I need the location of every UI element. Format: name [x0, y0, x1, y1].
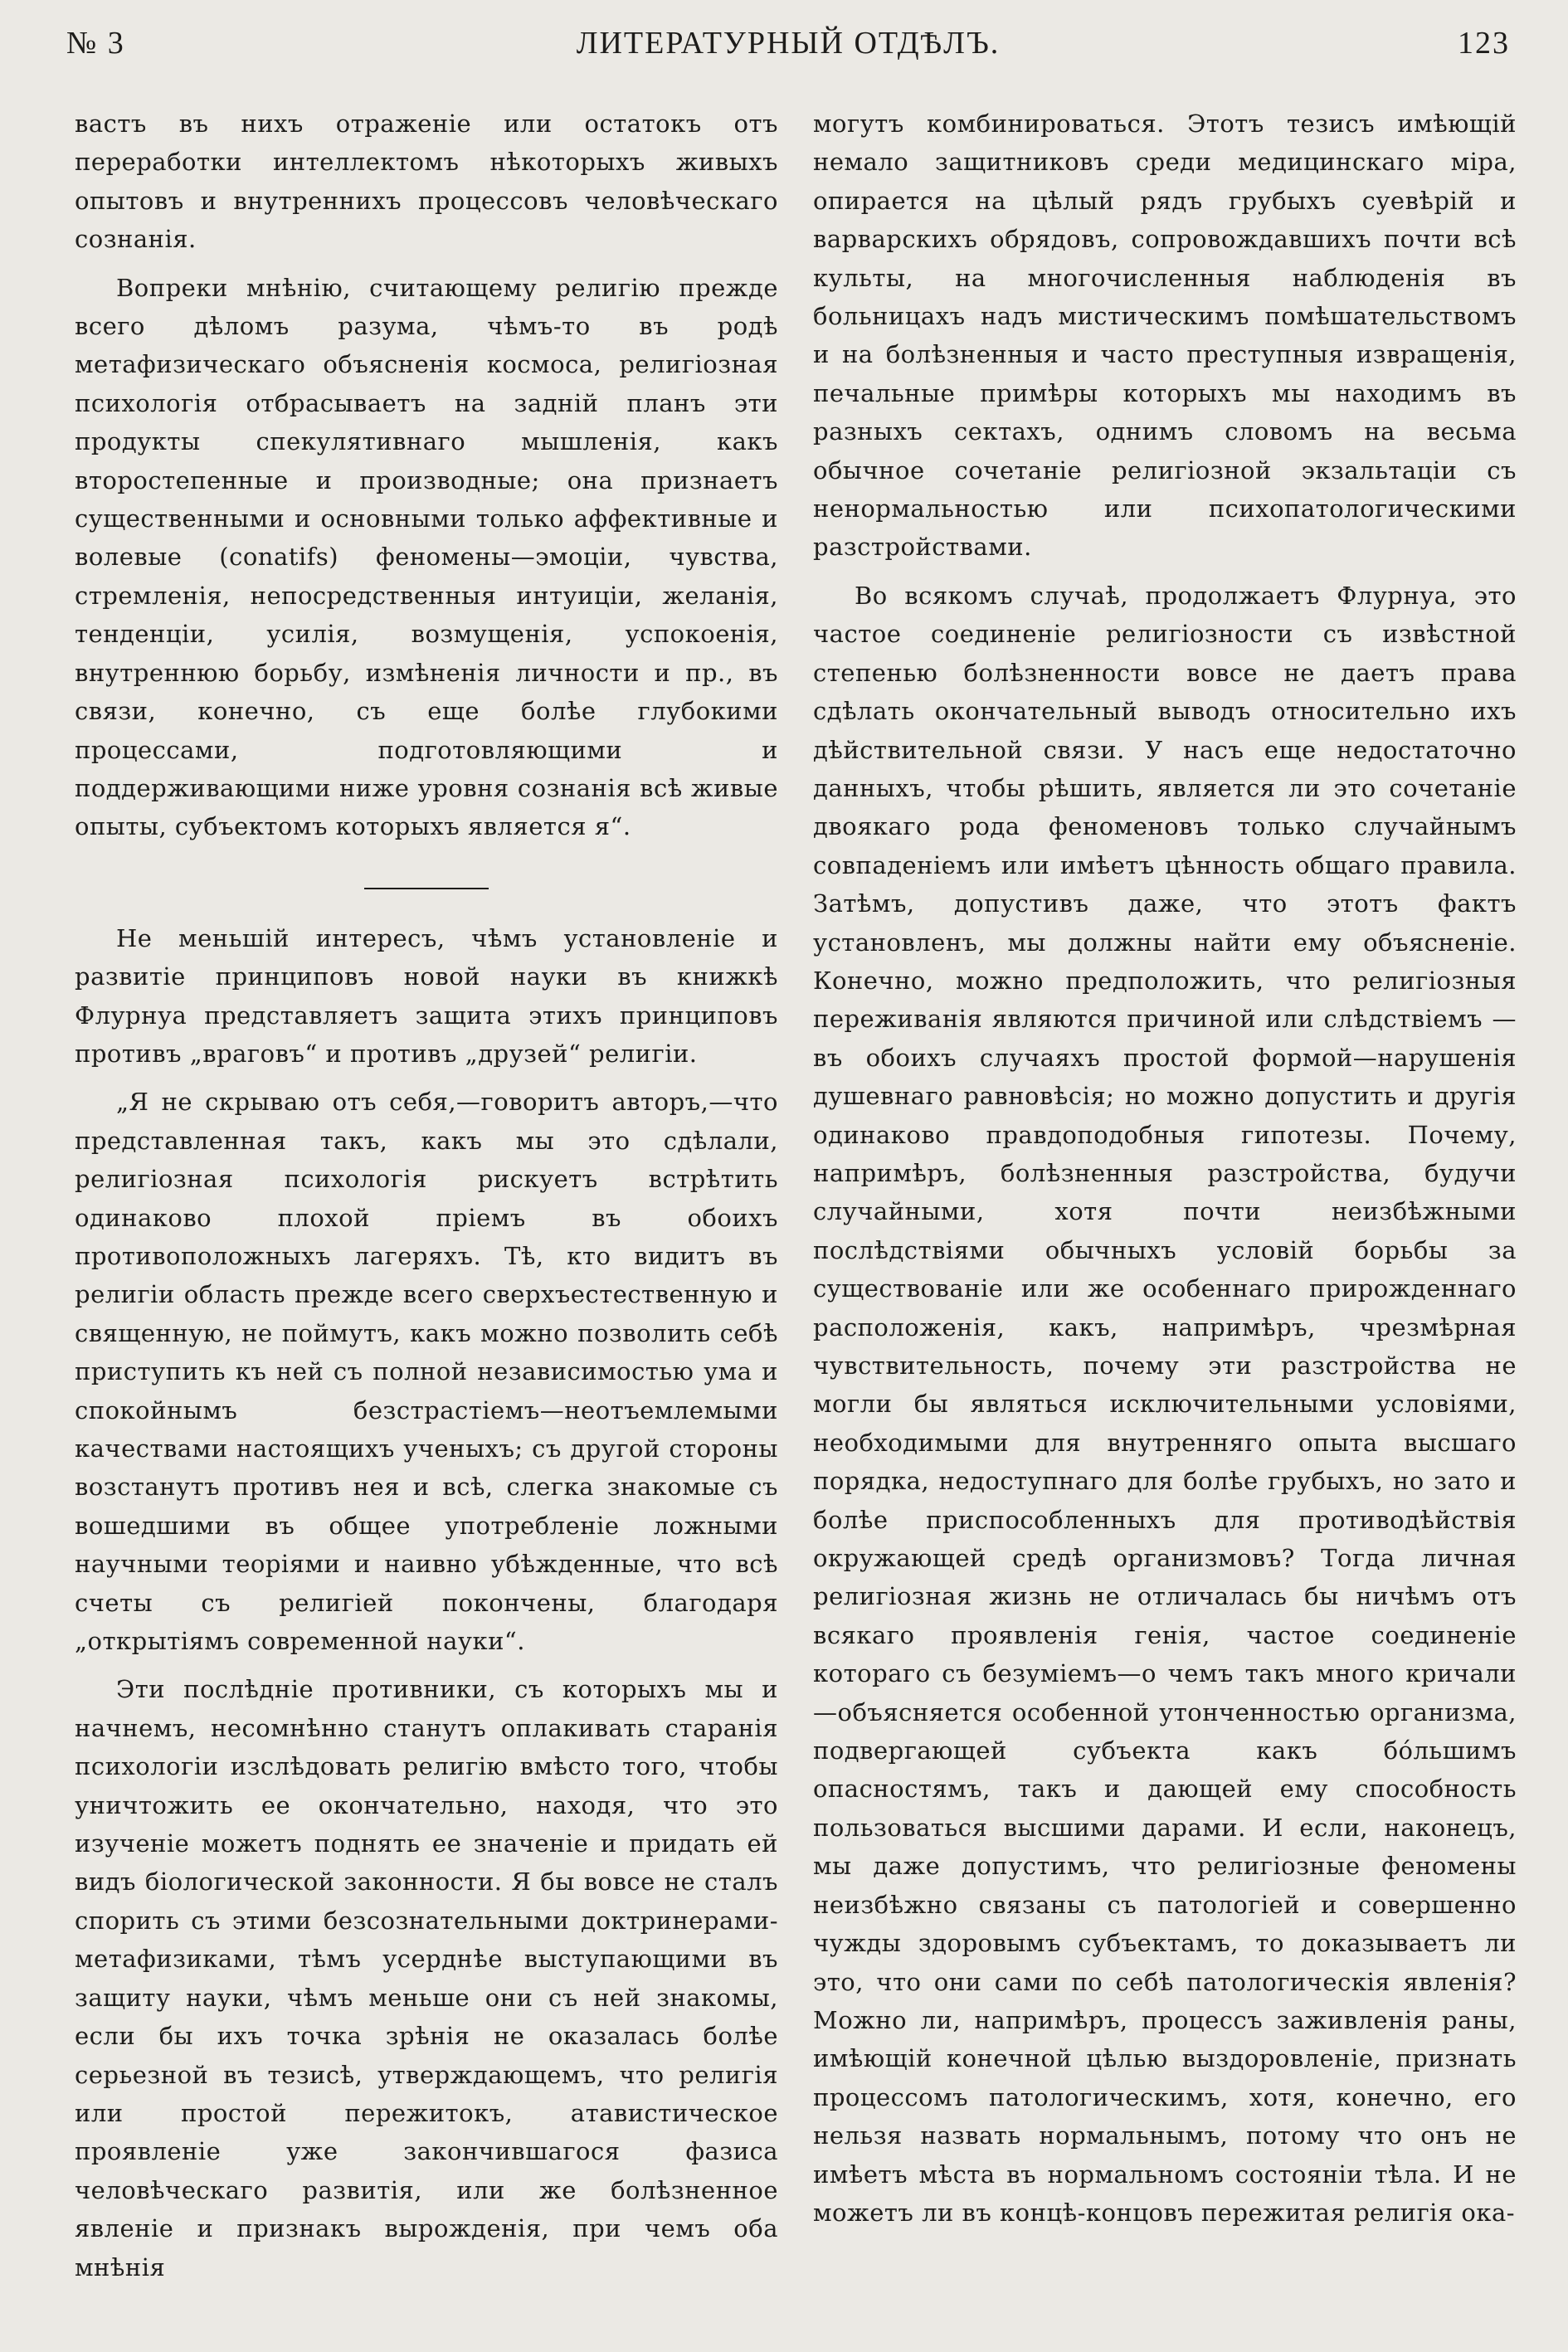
left-column — [75, 105, 778, 2286]
paragraph: Вопреки мнѣнію, считающему религію прежде всего дѣломъ разума, чѣмъ-то въ родѣ метафизическаго объясненія космоса, религіозная психологія отбрасываетъ на задній планъ эти продукты спекулятивнаго мышленія, какъ второстепенные и производные; она признаетъ существенными и основными только аффективные и волевые (conatifs) феномены—эмоціи, чувства, стремленія, непосредственныя интуиціи, желанія, тенденціи, усилія, возмущенія, успокоенія, внутреннюю борьбу, измѣненія личности и пр., въ связи, конечно, съ еще болѣе глубокими процессами, подготовляющими и поддерживающими ниже уровня сознанія всѣ живые опыты, субъектомъ которыхъ является я“. — [75, 273, 778, 841]
paragraph: могутъ комбинироваться. Этотъ тезисъ имѣющій немало защитниковъ среди медицинскаго міра, опирается на цѣлый рядъ грубыхъ суевѣрій и варварскихъ обрядовъ, сопровождавшихъ почти всѣ культы, на многочисленныя наблюденія въ больницахъ надъ мистическимъ помѣшательствомъ и на болѣзненныя и часто преступныя извращенія, печальные примѣры которыхъ мы находимъ въ разныхъ сектахъ, однимъ словомъ на весьма обычное сочетаніе религіозной экзальтаціи съ ненормальностью или психопатологическими разстройствами. — [813, 110, 1517, 562]
paragraph: Во всякомъ случаѣ, продолжаетъ Флурнуа, это частое соединеніе религіозности съ извѣстной степенью болѣзненности вовсе не даетъ права сдѣлать окончательный выводъ относительно ихъ дѣйствительной связи. У насъ еще недостаточно данныхъ, чтобы рѣшить, является ли это сочетаніе двоякаго рода феноменовъ только случайнымъ совпаденіемъ или имѣетъ цѣнность общаго правила. Затѣмъ, допустивъ даже, что этотъ фактъ установленъ, мы должны найти ему объясненіе. Конечно, можно предположить, что религіозныя переживанія являются причиной или слѣдствіемъ — въ обоихъ случаяхъ простой формой—нарушенія душевнаго равновѣсія; но можно допустить и другія одинаково правдоподобныя гипотезы. Почему, напримѣръ, болѣзненныя разстройства, будучи случайными, хотя почти неизбѣжными послѣдствіями обычныхъ условій борьбы за существованіе или же особеннаго прирожденнаго расположенія, какъ, напримѣръ, чрезмѣрная чувствительность, почему эти разстройства не могли бы являться исключительными условіями, необходимыми для внутренняго опыта высшаго порядка, недоступнаго для болѣе грубыхъ, но зато и болѣе приспособленныхъ для противодѣйствія окружающей средѣ организмовъ? Тогда личная религіозная жизнь не отличалась бы ничѣмъ отъ всякаго проявленія генія, частое соединеніе котораго съ безуміемъ—о чемъ такъ много кричали—объясняется особенной утонченностью организма, подвергающей субъекта какъ бо́льшимъ опасностямъ, такъ и дающей ему способность пользоваться высшими дарами. И если, наконецъ, мы даже допустимъ, что религіозные феномены неизбѣжно связаны съ патологіей и совершенно чужды здоровымъ субъектамъ, то доказываетъ ли это, что они сами по себѣ патологическія явленія? Можно ли, напримѣръ, процессъ заживленія раны, имѣющій конечной цѣлью выздоровленіе, признать процессомъ патологическимъ, хотя, конечно, его нельзя назвать нормальнымъ, потому что онъ не имѣетъ мѣста въ нормальномъ состояніи тѣла. И не можетъ ли въ концѣ-концовъ пережитая религія ока- — [813, 581, 1517, 2227]
paragraph: вастъ въ нихъ отраженіе или остатокъ отъ переработки интеллектомъ нѣкоторыхъ живыхъ опытовъ и внутреннихъ процессовъ человѣческаго сознанія. — [75, 110, 778, 254]
paragraph: „Я не скрываю отъ себя,—говоритъ авторъ,—что представленная такъ, какъ мы это сдѣлали, религіозная психологія рискуетъ встрѣтить одинаково плохой пріемъ въ обоихъ противоположныхъ лагеряхъ. Тѣ, кто видитъ въ религіи область прежде всего сверхъестественную и священную, не поймутъ, какъ можно позволить себѣ приступить къ ней съ полной независимостью ума и спокойнымъ безстрастіемъ—неотъемлемыми качествами настоящихъ ученыхъ; съ другой стороны возстанутъ противъ нея и всѣ, слегка знакомые съ вошедшими въ общее употребленіе ложными научными теоріями и наивно убѣжденные, что всѣ счеты съ религіей покончены, благодаря „открытіямъ современной науки“. — [75, 1088, 778, 1656]
page-number: 123 — [1458, 26, 1510, 61]
paragraph: Эти послѣдніе противники, съ которыхъ мы и начнемъ, несомнѣнно станутъ оплакивать старанія психологіи изслѣдовать религію вмѣсто того, чтобы уничтожить ее окончательно, находя, что это изученіе можетъ поднять ее значеніе и придать ей видъ біологической законности. Я бы вовсе не сталъ спорить съ этими безсознательными доктринерами-метафизиками, тѣмъ усерднѣе выступающими въ защиту науки, чѣмъ меньше они съ ней знакомы, если бы ихъ точка зрѣнія не оказалась болѣе серьезной въ тезисѣ, утверждающемъ, что религія или простой пережитокъ, атавистическое проявленіе уже закончившагося фазиса человѣческаго развитія, или же болѣзненное явленіе и признакъ вырожденія, при чемъ оба мнѣнія — [75, 1675, 778, 2281]
issue-number: № 3 — [66, 26, 125, 61]
running-header — [66, 20, 1510, 70]
right-column — [813, 105, 1517, 2232]
paragraph: Не меньшій интересъ, чѣмъ установленіе и развитіе принциповъ новой науки въ книжкѣ Флурнуа представляетъ защита этихъ принциповъ противъ „враговъ“ и противъ „друзей“ религіи. — [75, 923, 778, 1068]
section-title: ЛИТЕРАТУРНЫЙ ОТДѢЛЪ. — [576, 26, 1001, 61]
section-divider — [364, 888, 489, 889]
